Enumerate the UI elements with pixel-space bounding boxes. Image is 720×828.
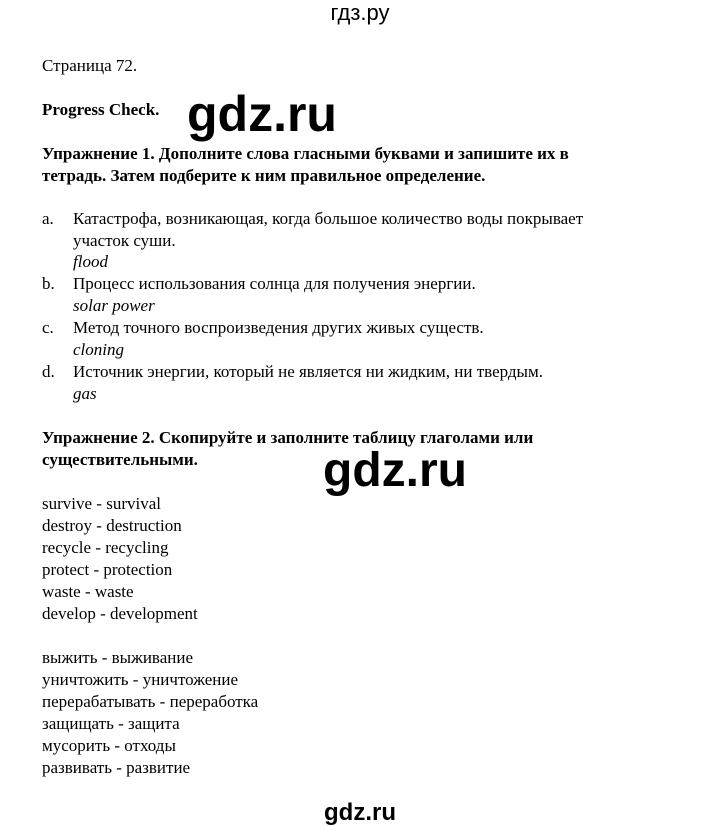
- watermark-top: gdz.ru: [187, 86, 337, 142]
- item-answer: flood: [73, 252, 108, 271]
- exercise-2-title-line-1: Упражнение 2. Скопируйте и заполните таблицу глаголами или: [42, 428, 534, 447]
- word-pair: защищать - защита: [42, 714, 180, 733]
- word-pair: перерабатывать - переработка: [42, 692, 259, 711]
- item-definition-continued: участок суши.: [73, 231, 176, 250]
- item-definition: Источник энергии, который не является ни жидким, ни твердым.: [73, 362, 543, 381]
- word-pair: develop - development: [42, 604, 198, 623]
- watermark-middle: gdz.ru: [323, 444, 467, 497]
- item-definition: Процесс использования солнца для получения энергии.: [73, 274, 476, 293]
- item-definition: Катастрофа, возникающая, когда большое количество воды покрывает: [73, 209, 584, 228]
- page-label: Страница 72.: [42, 56, 138, 75]
- word-pair: выжить - выживание: [42, 648, 194, 667]
- item-marker: d.: [42, 362, 55, 381]
- word-pair: protect - protection: [42, 560, 173, 579]
- item-answer: gas: [73, 384, 97, 403]
- exercise-1-title-line-1: Упражнение 1. Дополните слова гласными буквами и запишите их в: [42, 144, 569, 163]
- word-pair: recycle - recycling: [42, 538, 169, 557]
- item-answer: cloning: [73, 340, 124, 359]
- item-marker: c.: [42, 318, 54, 337]
- word-pair: мусорить - отходы: [42, 736, 176, 755]
- word-pair: waste - waste: [42, 582, 134, 601]
- item-definition: Метод точного воспроизведения других живых существ.: [73, 318, 484, 337]
- word-pair: destroy - destruction: [42, 516, 182, 535]
- item-answer: solar power: [73, 296, 155, 315]
- footer-site-link[interactable]: gdz.ru: [324, 799, 396, 826]
- exercise-1-title-line-2: тетрадь. Затем подберите к ним правильное определение.: [42, 166, 486, 185]
- word-pair: развивать - развитие: [42, 758, 191, 777]
- item-marker: b.: [42, 274, 55, 293]
- word-pair: уничтожить - уничтожение: [42, 670, 239, 689]
- site-header[interactable]: гдз.ру: [330, 0, 390, 25]
- item-marker: a.: [42, 209, 54, 228]
- word-pair: survive - survival: [42, 494, 161, 513]
- exercise-2-title-line-2: существительными.: [42, 450, 198, 469]
- section-title: Progress Check.: [42, 100, 160, 119]
